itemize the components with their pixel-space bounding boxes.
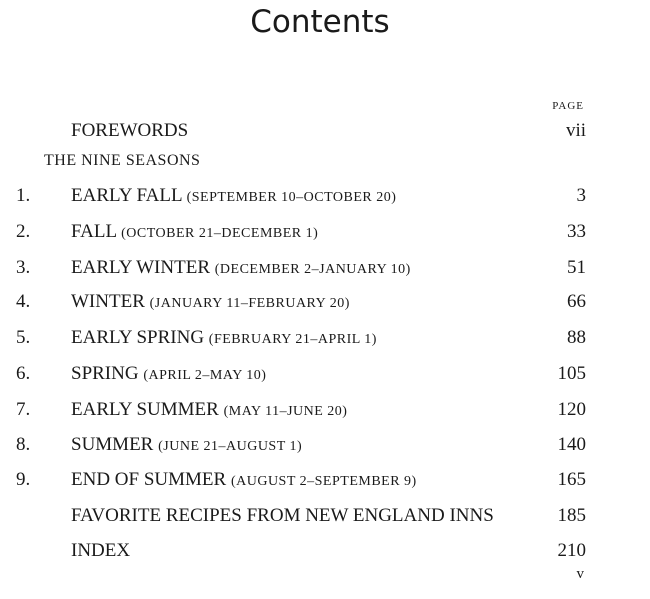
- chapter-title: EARLY SPRING: [71, 327, 205, 348]
- chapter-dates: (MAY 11–JUNE 20): [223, 404, 348, 419]
- entry-page: 185: [557, 505, 586, 526]
- chapter-label: [71, 185, 396, 207]
- entry-label: FAVORITE RECIPES FROM NEW ENGLAND INNS: [71, 505, 494, 526]
- chapter-number: 6.: [16, 363, 31, 384]
- chapter-title: WINTER: [71, 291, 145, 312]
- chapter-number: 3.: [16, 257, 31, 278]
- chapter-label: [71, 257, 411, 279]
- chapter-page: 165: [557, 469, 586, 490]
- chapter-dates: (SEPTEMBER 10–OCTOBER 20): [186, 190, 397, 205]
- chapter-title: EARLY SUMMER: [71, 399, 219, 420]
- chapter-number: 5.: [16, 327, 31, 348]
- chapter-dates: (JUNE 21–AUGUST 1): [158, 439, 303, 454]
- toc-entry-chapter-8[interactable]: [0, 434, 650, 460]
- toc-entry-chapter-6[interactable]: [0, 363, 650, 389]
- chapter-title: END OF SUMMER: [71, 469, 227, 490]
- chapter-number: 8.: [16, 434, 31, 455]
- chapter-dates: (DECEMBER 2–JANUARY 10): [214, 262, 411, 277]
- page-folio: v: [576, 566, 584, 582]
- toc-entry-chapter-3[interactable]: [0, 257, 650, 283]
- toc-entry-chapter-1[interactable]: [0, 185, 650, 211]
- chapter-page: 140: [557, 434, 586, 455]
- chapter-number: 7.: [16, 399, 31, 420]
- chapter-number: 9.: [16, 469, 31, 490]
- chapter-label: [71, 399, 347, 421]
- chapter-title: SPRING: [71, 363, 139, 384]
- chapter-number: 1.: [16, 185, 31, 206]
- chapter-title: EARLY WINTER: [71, 257, 210, 278]
- chapter-label: [71, 291, 350, 313]
- toc-entry-chapter-5[interactable]: [0, 327, 650, 353]
- toc-entry-index[interactable]: [0, 540, 650, 566]
- chapter-label: [71, 327, 377, 349]
- entry-page: 210: [557, 540, 586, 561]
- chapter-title: EARLY FALL: [71, 185, 182, 206]
- entry-label: INDEX: [71, 540, 131, 561]
- entry-page: vii: [565, 120, 586, 141]
- chapter-label: [71, 363, 266, 385]
- chapter-dates: (OCTOBER 21–DECEMBER 1): [121, 226, 319, 241]
- chapter-label: [71, 469, 417, 491]
- toc-entry-chapter-7[interactable]: [0, 399, 650, 425]
- chapter-dates: (AUGUST 2–SEPTEMBER 9): [230, 474, 417, 489]
- chapter-page: 88: [567, 327, 586, 348]
- chapter-page: 66: [567, 291, 586, 312]
- toc-entry-recipes[interactable]: [0, 505, 650, 531]
- chapter-title: FALL: [71, 221, 117, 242]
- toc-entry-chapter-9[interactable]: [0, 469, 650, 495]
- chapter-dates: (JANUARY 11–FEBRUARY 20): [149, 296, 350, 311]
- page-column-label: PAGE: [552, 100, 584, 112]
- chapter-number: 4.: [16, 291, 31, 312]
- toc-entry-chapter-2[interactable]: [0, 221, 650, 247]
- entry-label: FOREWORDS: [71, 120, 189, 141]
- toc-entry-forewords[interactable]: [0, 120, 650, 146]
- chapter-dates: (APRIL 2–MAY 10): [143, 368, 267, 383]
- chapter-page: 120: [557, 399, 586, 420]
- chapter-label: [71, 434, 302, 456]
- section-heading: THE NINE SEASONS: [44, 152, 201, 169]
- chapter-page: 51: [567, 257, 586, 278]
- toc-entry-chapter-4[interactable]: [0, 291, 650, 317]
- chapter-label: [71, 221, 318, 243]
- chapter-title: SUMMER: [71, 434, 154, 455]
- chapter-dates: (FEBRUARY 21–APRIL 1): [208, 332, 377, 347]
- page-title: Contents: [250, 4, 390, 40]
- chapter-page: 105: [557, 363, 586, 384]
- chapter-page: 33: [567, 221, 586, 242]
- chapter-page: 3: [576, 185, 586, 206]
- chapter-number: 2.: [16, 221, 31, 242]
